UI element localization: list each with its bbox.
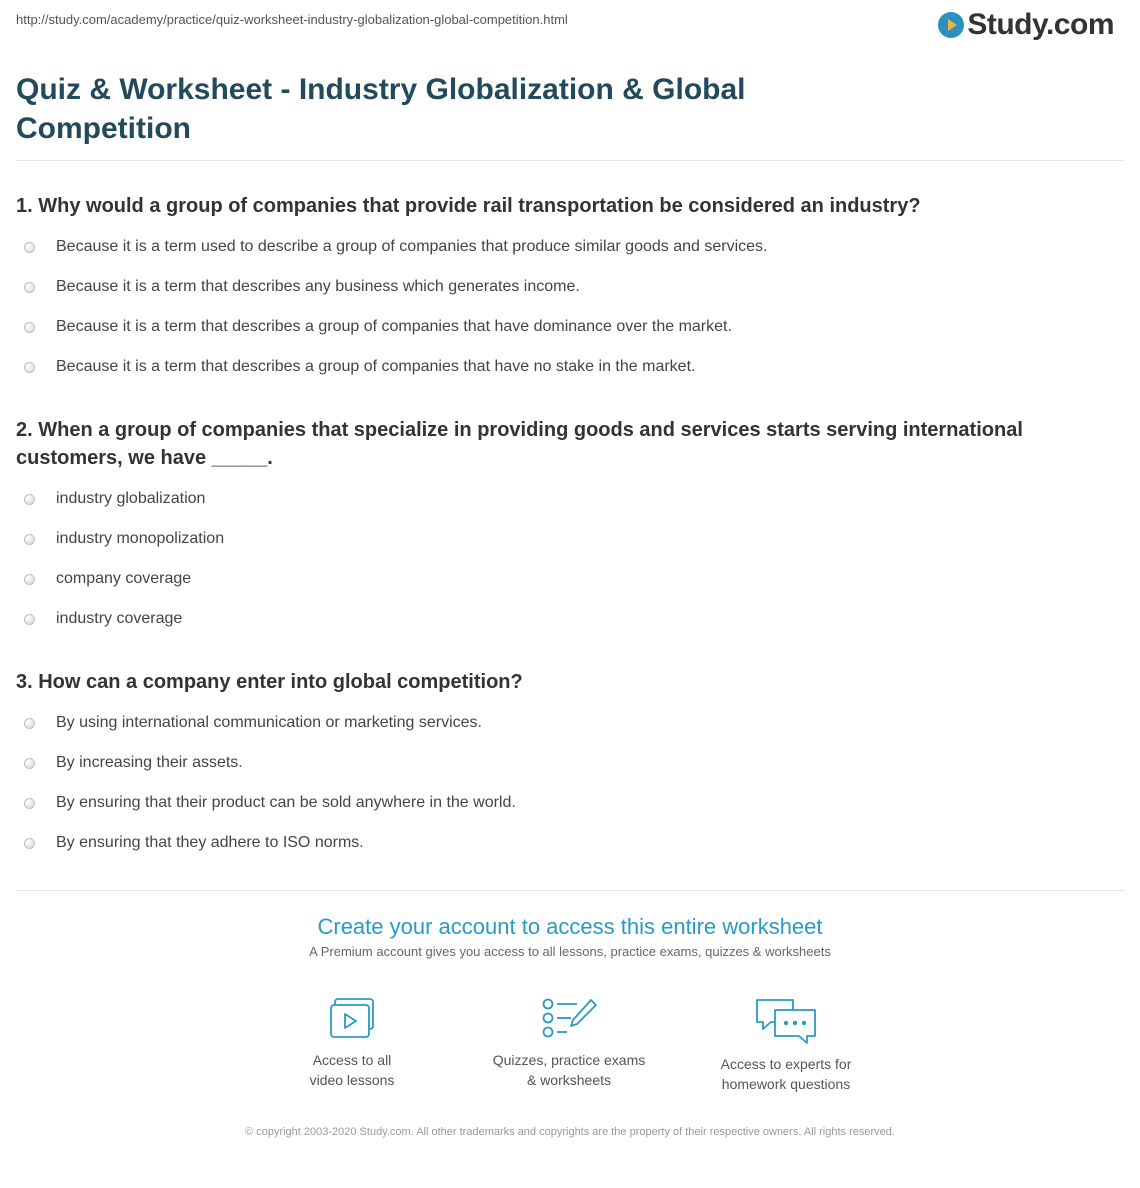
radio-button[interactable]	[24, 614, 35, 625]
answer-options	[16, 227, 1106, 387]
answer-label: Because it is a term that describes any business which generates income.	[56, 278, 580, 295]
answer-options	[16, 703, 1106, 863]
chat-bubbles-icon	[753, 996, 819, 1046]
feature-label-line: Access to all	[312, 1052, 392, 1068]
answer-option[interactable]	[16, 599, 1106, 639]
answer-option[interactable]	[16, 519, 1106, 559]
feature-label	[262, 1050, 442, 1090]
copyright-notice: © copyright 2003-2020 Study.com. All other trademarks and copyrights are the property of their respective owners. All rights reserved.	[245, 1126, 895, 1138]
answer-option[interactable]	[16, 783, 1106, 823]
radio-button[interactable]	[24, 574, 35, 585]
answer-label: industry coverage	[56, 610, 183, 627]
feature-label-line: Access to experts for	[720, 1056, 852, 1072]
question-2	[16, 416, 1106, 639]
answer-label: By using international communication or marketing services.	[56, 714, 482, 731]
answer-options	[16, 479, 1106, 639]
page-title: Quiz & Worksheet - Industry Globalization & Global Competition	[16, 73, 746, 145]
play-circle-icon	[938, 12, 964, 38]
answer-label: By ensuring that they adhere to ISO norms.	[56, 834, 364, 851]
answer-label: Because it is a term that describes a group of companies that have dominance over the market.	[56, 318, 732, 335]
answer-label: By increasing their assets.	[56, 754, 243, 771]
video-lessons-icon	[325, 996, 379, 1042]
title-divider	[16, 160, 1124, 161]
question-text: 2. When a group of companies that specialize in providing goods and services starts serving international customers, we have _____.	[16, 419, 1023, 469]
feature-label-line: Quizzes, practice exams	[492, 1052, 646, 1068]
answer-label: company coverage	[56, 570, 192, 587]
answer-option[interactable]	[16, 823, 1106, 863]
answer-option[interactable]	[16, 347, 1106, 387]
cta-subtitle: A Premium account gives you access to all lessons, practice exams, quizzes & worksheets	[309, 944, 831, 959]
radio-button[interactable]	[24, 282, 35, 293]
answer-option[interactable]	[16, 703, 1106, 743]
answer-option[interactable]	[16, 743, 1106, 783]
feature-quizzes	[479, 996, 659, 1090]
radio-button[interactable]	[24, 362, 35, 373]
top-bar	[0, 0, 1140, 48]
study-logo[interactable]	[938, 8, 1114, 42]
radio-button[interactable]	[24, 798, 35, 809]
radio-button[interactable]	[24, 534, 35, 545]
answer-option[interactable]	[16, 267, 1106, 307]
answer-label: industry monopolization	[56, 530, 225, 547]
create-account-link[interactable]: Create your account to access this entire worksheet	[317, 914, 823, 939]
feature-label-line: homework questions	[721, 1076, 851, 1092]
radio-button[interactable]	[24, 322, 35, 333]
feature-experts	[696, 996, 876, 1094]
radio-button[interactable]	[24, 242, 35, 253]
answer-option[interactable]	[16, 479, 1106, 519]
radio-button[interactable]	[24, 494, 35, 505]
feature-label	[479, 1050, 659, 1090]
radio-button[interactable]	[24, 758, 35, 769]
feature-label-line: & worksheets	[526, 1072, 612, 1088]
answer-label: Because it is a term used to describe a group of companies that produce similar goods and services.	[56, 238, 768, 255]
answer-label: By ensuring that their product can be sold anywhere in the world.	[56, 794, 516, 811]
cta-divider	[16, 890, 1124, 891]
feature-label-line: video lessons	[309, 1072, 395, 1088]
logo-text: Study.com	[967, 8, 1114, 41]
answer-option[interactable]	[16, 559, 1106, 599]
feature-label	[696, 1054, 876, 1094]
question-text: 3. How can a company enter into global competition?	[16, 671, 523, 693]
quiz-checklist-icon	[539, 996, 599, 1042]
page-url: http://study.com/academy/practice/quiz-worksheet-industry-globalization-global-competition.html	[16, 12, 568, 27]
answer-label: Because it is a term that describes a group of companies that have no stake in the market.	[56, 358, 696, 375]
answer-label: industry globalization	[56, 490, 206, 507]
question-3	[16, 668, 1106, 863]
answer-option[interactable]	[16, 227, 1106, 267]
feature-video-lessons	[262, 996, 442, 1090]
answer-option[interactable]	[16, 307, 1106, 347]
radio-button[interactable]	[24, 838, 35, 849]
question-text: 1. Why would a group of companies that provide rail transportation be considered an industry?	[16, 195, 921, 217]
radio-button[interactable]	[24, 718, 35, 729]
question-1	[16, 192, 1106, 387]
